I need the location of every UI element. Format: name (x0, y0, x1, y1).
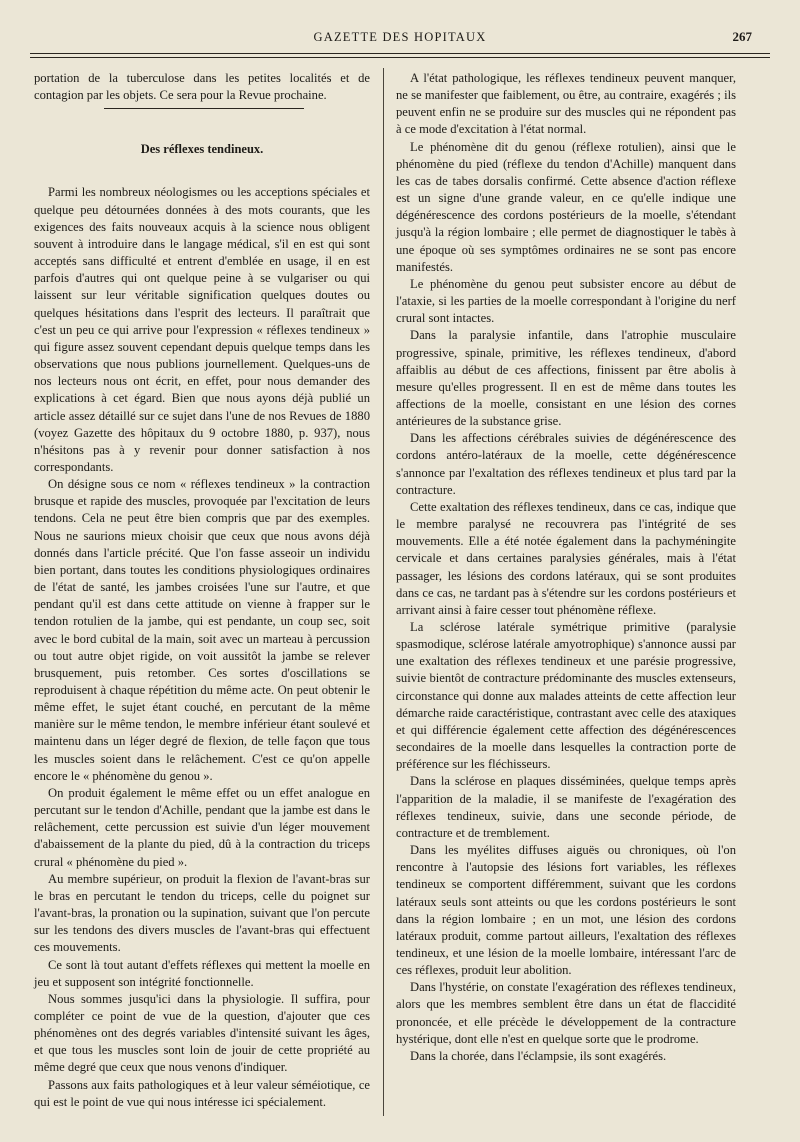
paragraph: Ce sont là tout autant d'effets réflexes qui mettent la moelle en jeu et supposent son intégrité fonctionnelle. (34, 957, 370, 989)
paragraph: Dans la chorée, dans l'éclampsie, ils sont exagérés. (410, 1048, 667, 1063)
section-heading: Des réflexes tendineux. (140, 142, 264, 157)
paragraph: On produit également le même effet ou un effet analogue en percutant sur le tendon d'Achille, pendant que la jambe est dans le relâchement, cette percussion est suivie d'un léger mouvement d'abaissement de la plante du pied, dû à la contraction du triceps crural « phénomène du pied ». (34, 785, 370, 869)
paragraph: Dans l'hystérie, on constate l'exagération des réflexes tendineux, alors que les membres semblent être dans un état de flaccidité prononcée, et elle précède le développement de la contracture hystérique, dont elle n'est en quelque sorte que le prodrome. (396, 980, 736, 1046)
paragraph: Dans les myélites diffuses aiguës ou chroniques, où l'on rencontre à l'autopsie des lésions fort variables, les réflexes tendineux se comportent différemment, suivant que les cordons latéraux seuls sont atteints ou que les cordons postérieurs le sont dans la région lombaire ; en un mot, une lésion des cordons latéraux produit, comme partout ailleurs, l'exaltation des réflexes tendineux, et une lésion de la moelle lombaire, intéressant l'arc de ces réflexes, produit leur abolition. (396, 843, 736, 978)
paragraph: Cette exaltation des réflexes tendineux, dans ce cas, indique que le membre paralysé ne recouvrera pas l'intégrité de ses mouvements. Elle a été notée également dans la pachyméningite cervicale et dans certaines paralysies générales, mais à l'état passager, les lésions des cordons latéraux, qui se sont produites dans ce cas, ne tardant pas à s'étendre sur les cordons postérieurs et arrivant ainsi à faire cesser tout phénomène réflexe. (396, 499, 736, 617)
paragraph: La sclérose latérale symétrique primitive (paralysie spasmodique, sclérose latérale amyotrophique) s'annonce aussi par une exaltation des réflexes tendineux et une parésie progressive, suivie bientôt de contracture prédominante des muscles extenseurs, circonstance qui donne aux malades atteints de cette affection leur démarche raide caractéristique, contrastant avec celle des ataxiques et qui différencie également cette affection des dégénérescences secondaires de la moelle dans lesquelles la contraction porte de préférence sur les fléchisseurs. (396, 620, 736, 772)
paragraph: Dans la sclérose en plaques disséminées, quelque temps après l'apparition de la maladie, il se manifeste de l'exagération des réflexes tendineux, suivie, dans une seconde période, de contracture et de tremblement. (396, 774, 736, 840)
paragraph: Le phénomène dit du genou (réflexe rotulien), ainsi que le phénomène du pied (réflexe du tendon d'Achille) manquent dans les cas de tabes dorsalis confirmé. Cette absence d'action réflexe est un signe d'une grande valeur, en ce qu'elle indique une dégénérescence des cordons postérieurs de la moelle, s'étendant jusqu'à la région lombaire ; elle permet de diagnostiquer le tabès à une époque où ses symptômes ordinaires ne se sont pas encore manifestés. (396, 139, 736, 274)
page-header (28, 30, 772, 50)
header-rule-thin (30, 57, 770, 58)
header-rule (30, 53, 770, 54)
paragraph: Parmi les nombreux néologismes ou les acceptions spéciales et quelque peu détournées données à des mots courants, que les exigences des faits nouveaux acquis à la science nous obligent souvent à introduire dans le langage médical, s'il en est qui sont acceptés sans difficulté et entrent d'emblée en usage, il en est parfois d'autres qui ont quelque peine à se vulgariser ou qui laissent sur leur véritable signification quelques doutes ou quelques hésitations dans l'esprit des lecteurs. Il paraîtrait que c'est un peu ce qui arrive pour l'expression « réflexes tendineux » qui figure assez souvent cependant depuis quelque temps dans les observations que nous publions journellement. Quelques-uns de nos lecteurs nous ont écrit, en effet, pour nous demander des explications à cet égard. Bien que nous ayons déjà publié un article assez détaillé sur ce sujet dans l'une de nos Revues de 1880 (voyez Gazette des hôpitaux du 9 octobre 1880, p. 937), nous n'hésitons pas à y revenir pour donner satisfaction à nos correspondants. (34, 185, 370, 474)
running-title: GAZETTE DES HOPITAUX (313, 30, 487, 44)
paragraph: A l'état pathologique, les réflexes tendineux peuvent manquer, ne se manifester que faiblement, ou être, au contraire, exagérés ; ils peuvent enfin ne se produire sur des muscles qui ne répondent pas à ce mode d'excitation à l'état normal. (396, 71, 736, 137)
section-rule (104, 108, 304, 109)
paragraph: Dans la paralysie infantile, dans l'atrophie musculaire progressive, spinale, primitive, les réflexes tendineux, d'abord affaiblis au début de ces affections, finissent par être abolis à mesure qu'elles progressent. Il en est de même dans toutes les affections de la moelle, consistant en une lésion des cornes antérieures de la substance grise. (396, 328, 736, 429)
paragraph: Passons aux faits pathologiques et à leur valeur séméiotique, ce qui est le point de vue qui nous intéresse ici spécialement. (34, 1077, 370, 1109)
column-divider (383, 68, 384, 1116)
intro-paragraph: portation de la tuberculose dans les petites localités et de contagion par les objets. Ce sera pour la Revue prochaine. (34, 71, 370, 103)
paragraph: Dans les affections cérébrales suivies de dégénérescence des cordons antéro-latéraux de la moelle, cette dégénérescence s'annonce par l'exaltation des réflexes tendineux et plus tard par la contracture. (396, 431, 736, 497)
left-column (34, 70, 370, 1111)
page-number: 267 (732, 29, 752, 44)
paragraph: Nous sommes jusqu'ici dans la physiologie. Il suffira, pour compléter ce point de vue de la question, d'ajouter que ces phénomènes ont des degrés variables d'intensité suivant les âges, et que tous les muscles sont loin de jouir de cette propriété au même degré que ceux que nous venons d'indiquer. (34, 991, 370, 1075)
paragraph: Au membre supérieur, on produit la flexion de l'avant-bras sur le bras en percutant le tendon du triceps, celle du poignet sur l'avant-bras, la pronation ou la supination, suivant que l'on percute sur les tendons des divers muscles de l'avant-bras qui effectuent ces mouvements. (34, 871, 370, 955)
right-column (396, 70, 736, 1065)
paragraph: On désigne sous ce nom « réflexes tendineux » la contraction brusque et rapide des muscles, provoquée par l'excitation de leurs tendons. Cela ne peut être bien compris que par des exemples. Nous ne saurions mieux choisir que ceux que nous avons déjà donnés dans l'article précité. Que l'on fasse asseoir un individu bien portant, dans toutes les conditions physiologiques ordinaires de l'état de santé, les jambes croisées l'une sur l'autre, et que pendant qu'il est dans cette attitude on vienne à frapper sur le tendon rotulien de la jambe, qui est pendante, un coup sec, soit avec le bord cubital de la main, soit avec un marteau à percussion ou tout autre objet rigide, on voit aussitôt la jambe se relever brusquement, puis retomber. Ces sortes d'oscillations se reproduisent à chaque répétition du même acte. On peut obtenir le même effet, le sujet étant couché, en percutant de la même manière sur le même tendon, le membre inférieur étant soulevé et maintenu dans un léger degré de flexion, de telle façon que tous les muscles soient dans le relâchement. C'est ce qu'on appelle encore le « phénomène du genou ». (34, 477, 370, 783)
paragraph: Le phénomène du genou peut subsister encore au début de l'ataxie, si les parties de la moelle correspondant à l'origine du nerf crural sont intactes. (396, 276, 736, 326)
